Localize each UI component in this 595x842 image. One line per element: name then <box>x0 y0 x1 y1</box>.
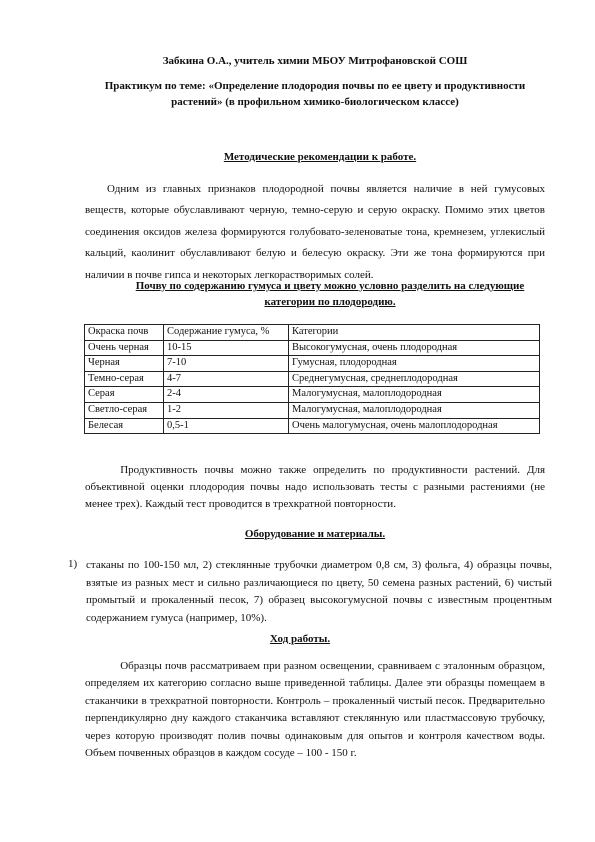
equipment-heading: Оборудование и материалы. <box>244 528 386 540</box>
table-cell-category: Малогумусная, малоплодородная <box>289 387 540 403</box>
practicum-title: Практикум по теме: «Определение плодородия почвы по ее цвету и продуктивности растений» (в профильном химико-биологическом классе) <box>104 80 526 108</box>
table-cell-humus: 1-2 <box>164 402 289 418</box>
table-header-cell: Категории <box>289 325 540 341</box>
table-header-row <box>85 325 540 341</box>
table-cell-color: Очень черная <box>85 340 164 356</box>
table-cell-category: Высокогумусная, очень плодородная <box>289 340 540 356</box>
table-cell-humus: 10-15 <box>164 340 289 356</box>
table-row <box>85 356 540 372</box>
table-cell-color: Белесая <box>85 418 164 434</box>
table-header-cell: Окраска почв <box>85 325 164 341</box>
table-cell-color: Светло-серая <box>85 402 164 418</box>
procedure-heading: Ход работы. <box>269 633 331 645</box>
table-cell-humus: 4-7 <box>164 371 289 387</box>
table-cell-color: Черная <box>85 356 164 372</box>
table-cell-color: Серая <box>85 387 164 403</box>
productivity-paragraph: Продуктивность почвы можно также определить по продуктивности растений. Для объективной оценки плодородия почвы надо использовать тесты с разными растениями (не менее трех). Каждый тест проводится в трехкратной повторности. <box>85 464 545 511</box>
table-cell-humus: 0,5-1 <box>164 418 289 434</box>
table-row <box>85 371 540 387</box>
procedure-paragraph: Образцы почв рассматриваем при разном освещении, сравниваем с эталонным образцом, определяем их категорию согласно выше приведенной таблицы. Далее эти образцы помещаем в стаканчики в трехкратной повторности. Контроль – прокаленный чистый песок. Предварительно перпендикулярно дну каждого стаканчика вставляют стеклянную или пластмассовую трубочку, через которую производят полив почвы одинаковым для опытов и контроля качеством воды. Объем почвенных образцов в каждом сосуде – 100 - 150 г. <box>85 660 545 759</box>
equipment-list <box>68 557 552 627</box>
table-row <box>85 402 540 418</box>
intro-paragraph: Одним из главных признаков плодородной почвы является наличие в ней гумусовых веществ, которые обуславливают черную, темно-серую и серую окраску. Помимо этих цветов соединения оксидов железа формируются голубовато-зеленоватые тона, кремнезем, углекислый кальций, каолинит обуславливают белую и белесую окраску. Эти же тона формируются при наличии в почве гипса и некоторых легкорастворимых солей. <box>85 183 545 281</box>
table-cell-category: Среднегумусная, среднеплодородная <box>289 371 540 387</box>
table-row <box>85 387 540 403</box>
table-row <box>85 340 540 356</box>
table-cell-category: Очень малогумусная, очень малоплодородная <box>289 418 540 434</box>
table-cell-category: Гумусная, плодородная <box>289 356 540 372</box>
humus-categories-table <box>84 324 540 434</box>
table-cell-humus: 7-10 <box>164 356 289 372</box>
table-cell-color: Темно-серая <box>85 371 164 387</box>
table-cell-humus: 2-4 <box>164 387 289 403</box>
author-line: Забкина О.А., учитель химии МБОУ Митрофановской СОШ <box>162 55 468 67</box>
table-row <box>85 418 540 434</box>
list-item-text: стаканы по 100-150 мл, 2) стеклянные трубочки диаметром 0,8 см, 3) фольга, 4) образцы почвы, взятые из разных мест и сильно различающиеся по цвету, 50 семена разных растений, 6) чистый промытый и прокаленный песок, 7) образец высокогумусной почвы с известным процентным содержанием гумуса (например, 10%). <box>86 559 552 624</box>
table-cell-category: Малогумусная, малоплодородная <box>289 402 540 418</box>
categories-heading: Почву по содержанию гумуса и цвету можно условно разделить на следующие категории по плодородию. <box>135 280 525 308</box>
table-header-cell: Содержание гумуса, % <box>164 325 289 341</box>
list-item-number: 1) <box>68 558 78 570</box>
recommendations-heading: Методические рекомендации к работе. <box>223 151 417 163</box>
list-item <box>68 557 552 627</box>
